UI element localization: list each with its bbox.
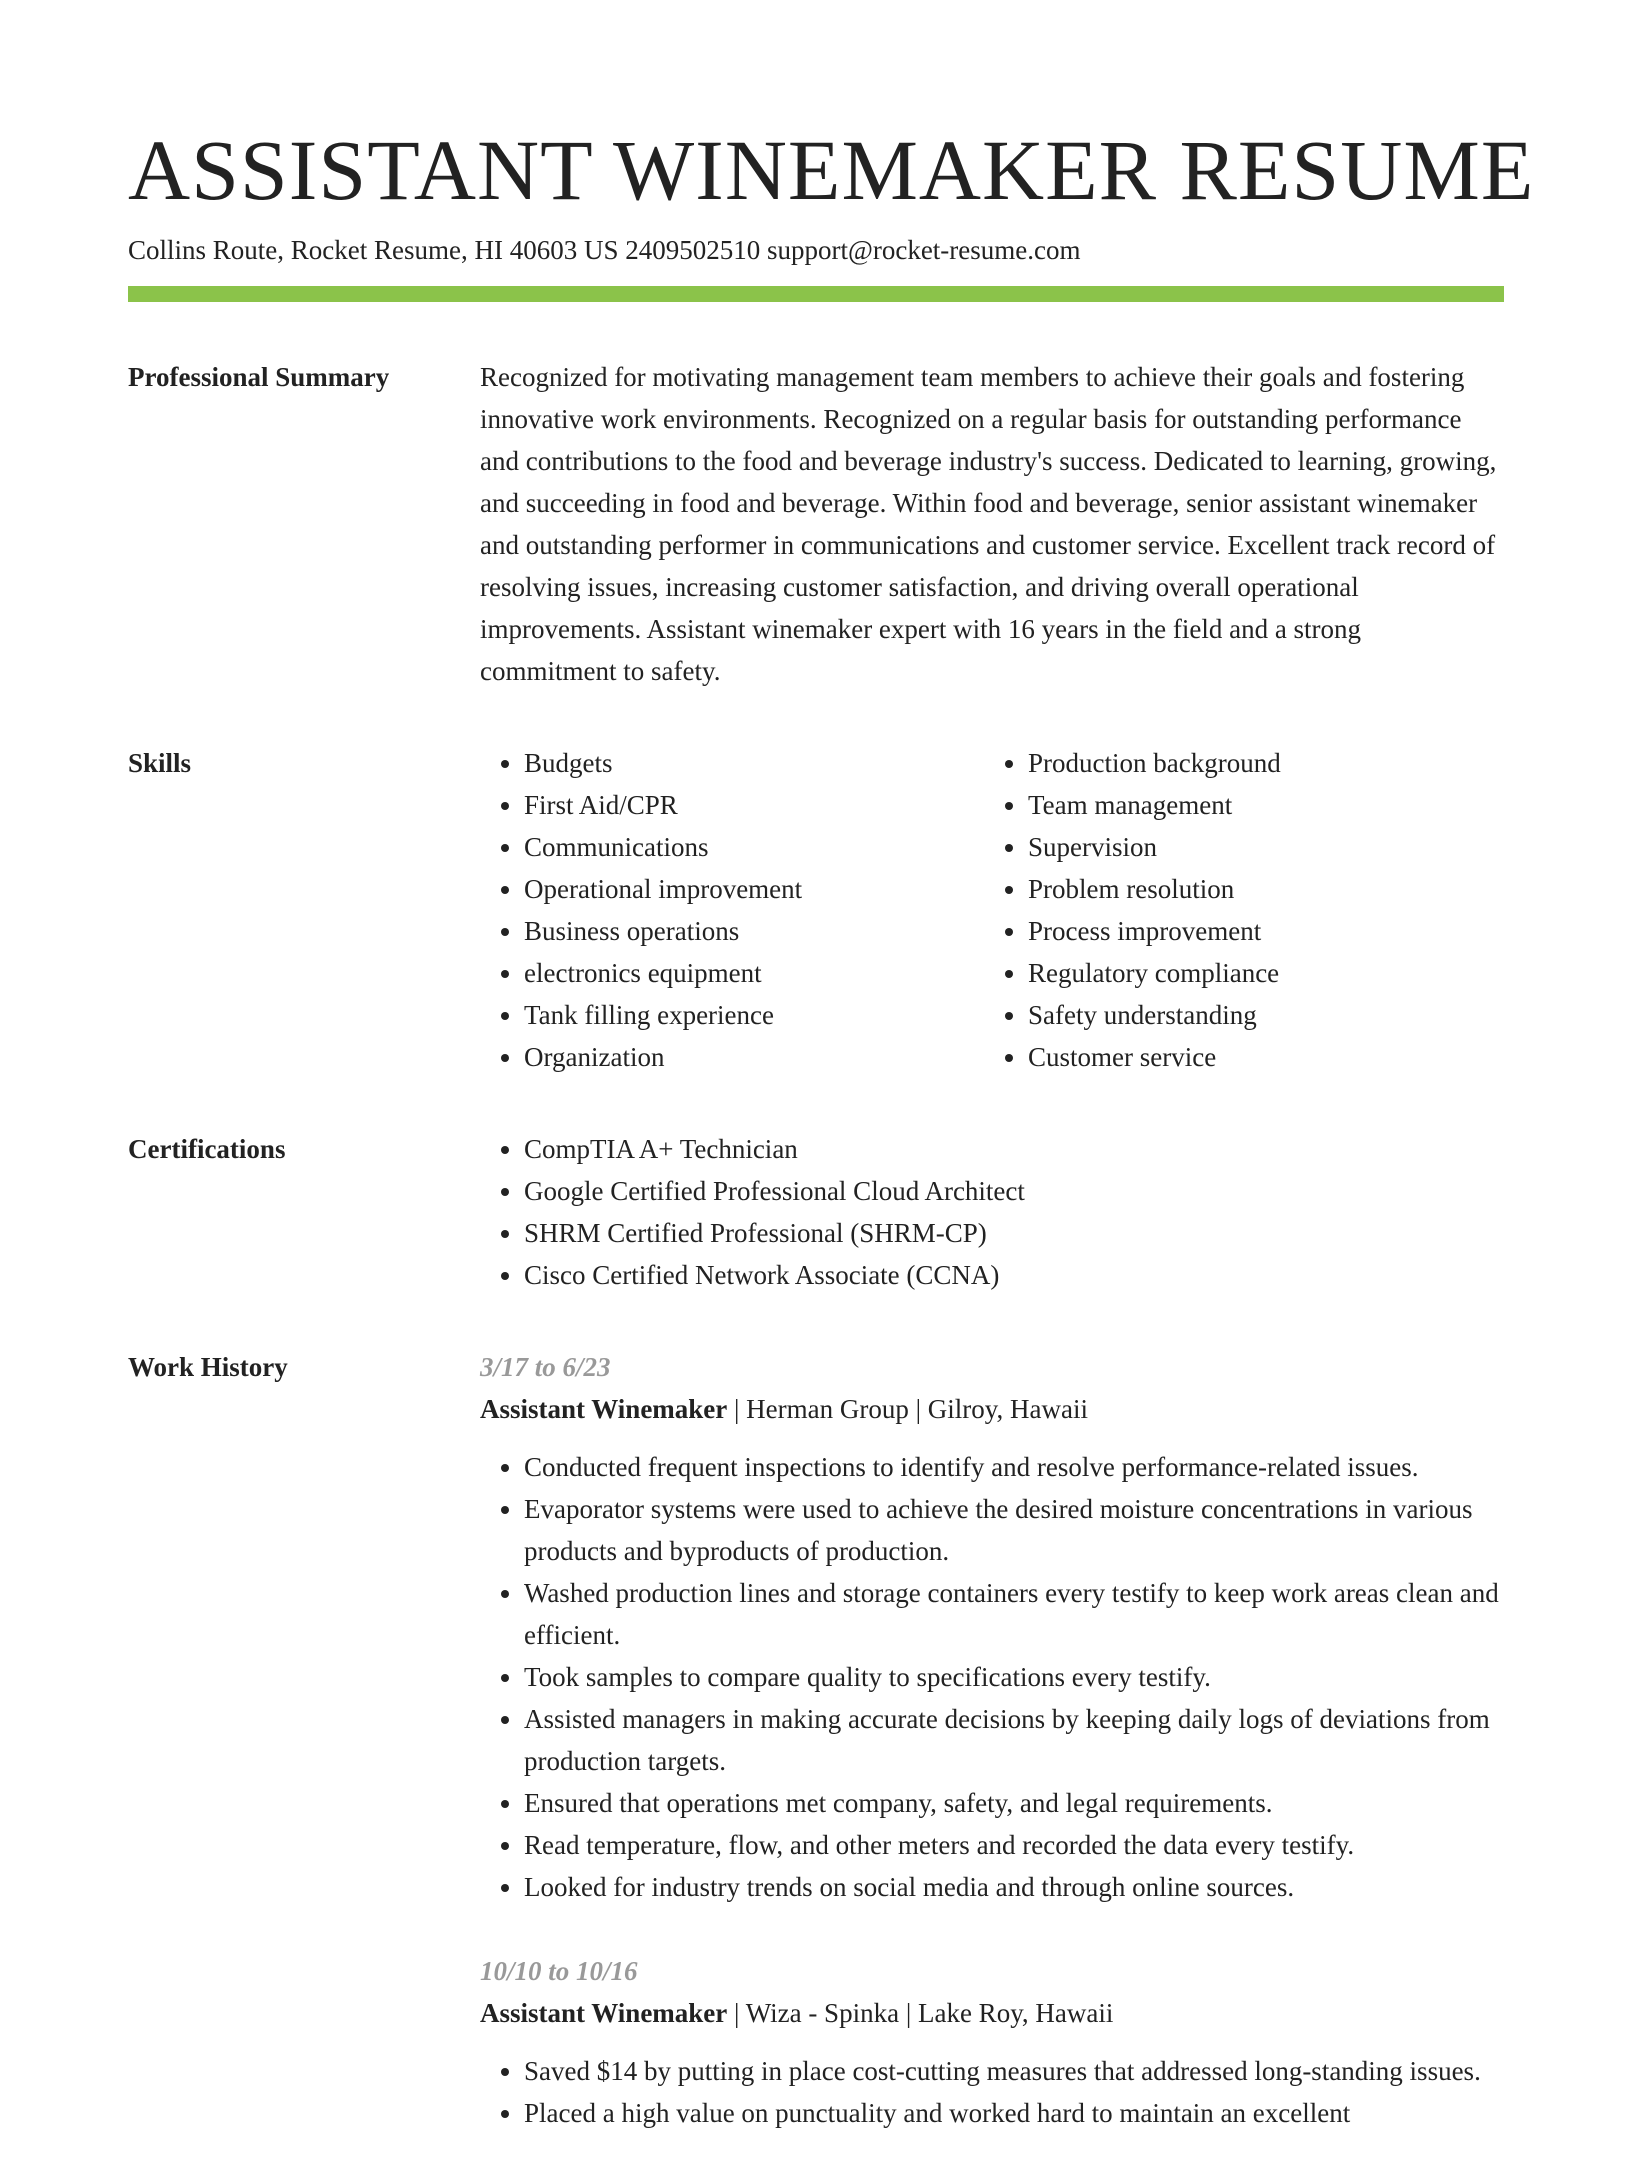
certification-item: • Google Certified Professional Cloud Architect — [524, 1170, 1504, 1212]
job-bullet: • Washed production lines and storage containers every testify to keep work areas clean and efficient. — [524, 1572, 1504, 1656]
skill-item: • Supervision — [1028, 826, 1488, 868]
section-title-skills: Skills — [128, 748, 192, 778]
job-entry — [480, 1950, 1504, 2134]
skill-item: • Organization — [524, 1036, 984, 1078]
skill-item: • Regulatory compliance — [1028, 952, 1488, 994]
certifications-section — [128, 1128, 1504, 1296]
section-title-certifications: Certifications — [128, 1134, 286, 1164]
job-details: | Herman Group | Gilroy, Hawaii — [727, 1394, 1088, 1424]
job-details: | Wiza - Spinka | Lake Roy, Hawaii — [727, 1998, 1114, 2028]
skill-item: • Business operations — [524, 910, 984, 952]
job-bullet: • Saved $14 by putting in place cost-cutting measures that addressed long-standing issues. — [524, 2050, 1504, 2092]
section-title-summary: Professional Summary — [128, 362, 390, 392]
summary-section — [128, 356, 1504, 692]
skill-item: • Budgets — [524, 742, 984, 784]
certification-item: • SHRM Certified Professional (SHRM-CP) — [524, 1212, 1504, 1254]
job-title-line — [480, 1992, 1504, 2034]
header-divider — [128, 286, 1504, 302]
job-bullet: • Looked for industry trends on social media and through online sources. — [524, 1866, 1504, 1908]
skill-item: • Problem resolution — [1028, 868, 1488, 910]
job-title: Assistant Winemaker — [480, 1394, 728, 1424]
skills-list-left — [480, 742, 984, 1078]
job-bullet: • Evaporator systems were used to achieve the desired moisture concentrations in various products and byproducts of production. — [524, 1488, 1504, 1572]
job-bullet: • Read temperature, flow, and other meters and recorded the data every testify. — [524, 1824, 1504, 1866]
skills-section — [128, 742, 1504, 1078]
job-bullet: • Took samples to compare quality to specifications every testify. — [524, 1656, 1504, 1698]
skill-item: • First Aid/CPR — [524, 784, 984, 826]
job-title-line — [480, 1388, 1504, 1430]
summary-text: Recognized for motivating management team members to achieve their goals and fostering innovative work environments. Recognized on a regular basis for outstanding performance and contributions to the food and beverage industry's success. Dedicated to learning, growing, and succeeding in food and beverage. Within food and beverage, senior assistant winemaker and outstanding performer in communications and customer service. Excellent track record of resolving issues, increasing customer satisfaction, and driving overall operational improvements. Assistant winemaker expert with 16 years in the field and a strong commitment to safety. — [480, 362, 1497, 686]
resume-title: ASSISTANT WINEMAKER RESUME — [128, 122, 1535, 218]
job-bullet: • Conducted frequent inspections to identify and resolve performance-related issues. — [524, 1446, 1504, 1488]
skill-item: • Team management — [1028, 784, 1488, 826]
job-bullet: • Ensured that operations met company, safety, and legal requirements. — [524, 1782, 1504, 1824]
certification-item: • CompTIA A+ Technician — [524, 1128, 1504, 1170]
skill-item: • Process improvement — [1028, 910, 1488, 952]
section-title-work-history: Work History — [128, 1352, 288, 1382]
job-dates: 10/10 to 10/16 — [480, 1956, 638, 1986]
job-bullets — [480, 2050, 1504, 2134]
skill-item: • Operational improvement — [524, 868, 984, 910]
certifications-list — [480, 1128, 1504, 1296]
job-bullets — [480, 1446, 1504, 1908]
skill-item: • Safety understanding — [1028, 994, 1488, 1036]
skills-list-right — [984, 742, 1488, 1078]
job-entry — [480, 1346, 1504, 1908]
resume-page — [128, 120, 1535, 2176]
job-dates: 3/17 to 6/23 — [480, 1352, 611, 1382]
certification-item: • Cisco Certified Network Associate (CCNA) — [524, 1254, 1504, 1296]
skill-item: • electronics equipment — [524, 952, 984, 994]
skill-item: • Production background — [1028, 742, 1488, 784]
work-history-section — [128, 1346, 1504, 2176]
contact-line: Collins Route, Rocket Resume, HI 40603 US 2409502510 support@rocket-resume.com — [128, 235, 1081, 265]
job-bullet: • Assisted managers in making accurate decisions by keeping daily logs of deviations from production targets. — [524, 1698, 1504, 1782]
job-bullet: • Placed a high value on punctuality and worked hard to maintain an excellent — [524, 2092, 1504, 2134]
skill-item: • Tank filling experience — [524, 994, 984, 1036]
skill-item: • Communications — [524, 826, 984, 868]
skill-item: • Customer service — [1028, 1036, 1488, 1078]
job-title: Assistant Winemaker — [480, 1998, 728, 2028]
